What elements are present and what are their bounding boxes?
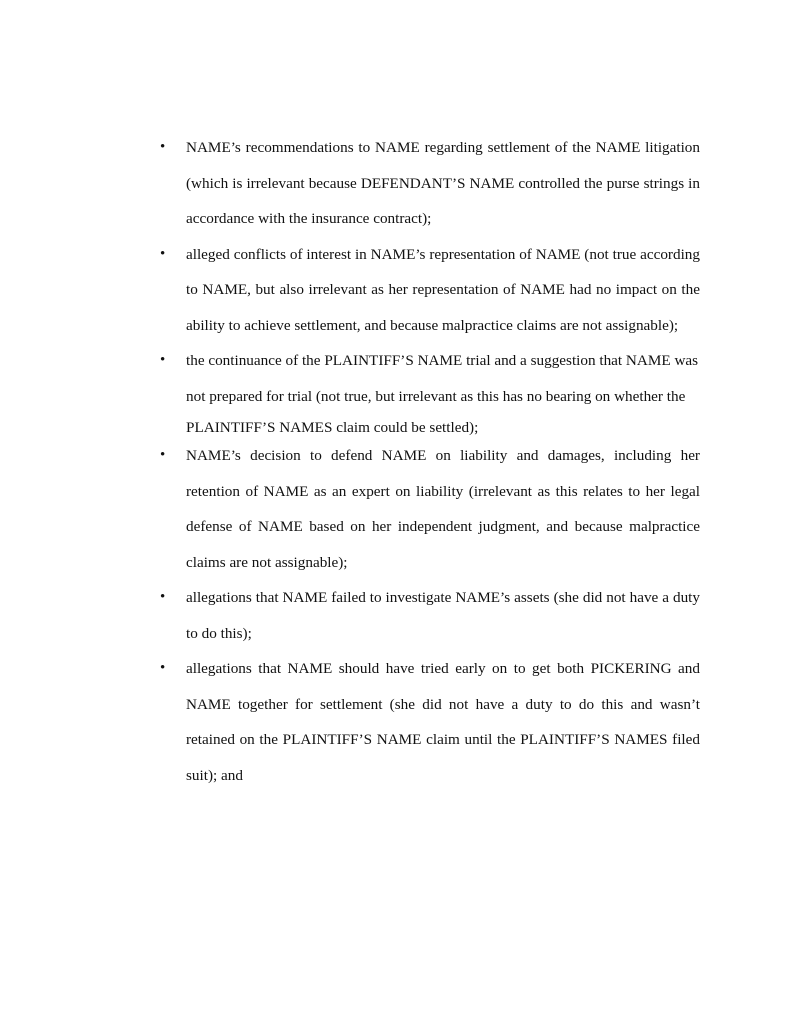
bullet-icon: • — [160, 589, 166, 605]
list-item-text: the continuance of the PLAINTIFF’S NAME trial and a suggestion that NAME was not prepared for trial (not true, but irrelevant as this has no bearing on whether the — [186, 352, 699, 405]
list-item-text: NAME’s decision to defend NAME on liability and damages, including her retention of NAME as an expert on liability (irrelevant as this relates to her legal defense of NAME based on her independent judgment, and because malpractice claims are not assignable); — [186, 447, 700, 571]
bullet-icon: • — [160, 245, 166, 262]
bullet-icon: • — [160, 660, 166, 676]
list-item-text: alleged conflicts of interest in NAME’s representation of NAME (not true according to NAME, but also irrelevant as her representation of NAME had no impact on the ability to achieve settlement, and because malpractice claims are not assignable); — [186, 245, 700, 334]
list-item-continuation: PLAINTIFF’S NAMES claim could be settled); — [186, 419, 479, 436]
list-item — [160, 438, 700, 580]
list-item-text: allegations that NAME should have tried early on to get both PICKERING and NAME together for settlement (she did not have a duty to do this and wasn’t retained on the PLAINTIFF’S NAME claim until the PLAINTIFF’S NAMES filed suit); and — [186, 660, 700, 784]
bullet-icon: • — [160, 139, 166, 155]
list-item — [160, 580, 700, 651]
list-item — [160, 237, 700, 344]
list-item — [160, 651, 700, 793]
bullet-list — [160, 130, 700, 793]
list-item-text: NAME’s recommendations to NAME regarding settlement of the NAME litigation (which is irrelevant because DEFENDANT’S NAME controlled the purse strings in accordance with the insurance contract); — [186, 139, 700, 227]
bullet-icon: • — [160, 447, 166, 463]
bullet-icon: • — [160, 352, 166, 368]
list-item — [160, 343, 700, 438]
list-item — [160, 130, 700, 237]
list-item-text: allegations that NAME failed to investigate NAME’s assets (she did not have a duty to do this); — [186, 589, 700, 642]
